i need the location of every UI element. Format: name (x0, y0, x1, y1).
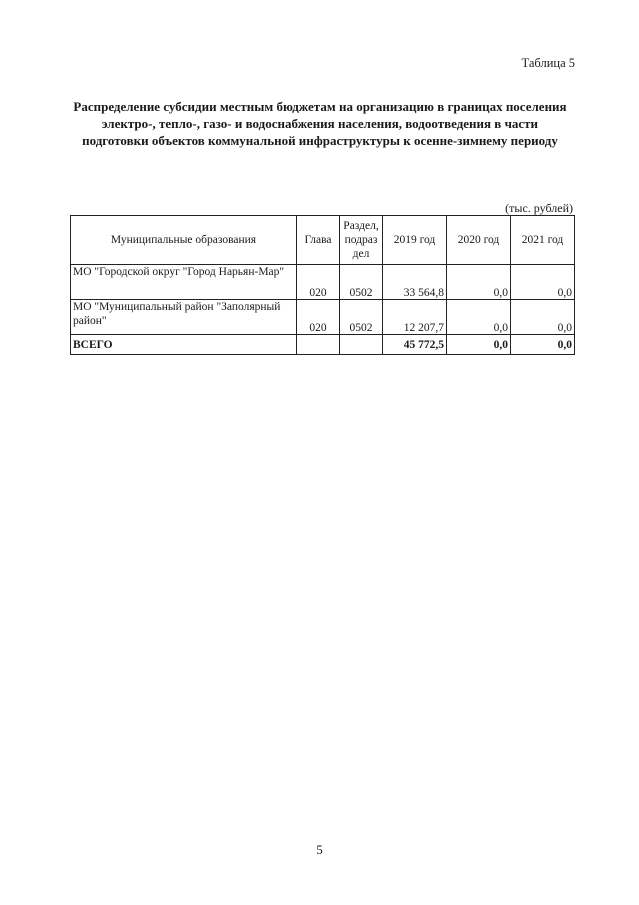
col-header-razdel: Раздел, подраз дел (340, 216, 383, 265)
cell-total-2020: 0,0 (447, 335, 511, 355)
cell-2021: 0,0 (511, 265, 575, 300)
col-header-2019: 2019 год (383, 216, 447, 265)
cell-2021: 0,0 (511, 300, 575, 335)
cell-municipality: МО "Городской округ "Город Нарьян-Мар" (71, 265, 297, 300)
col-header-glava: Глава (297, 216, 340, 265)
cell-municipality: МО "Муниципальный район "Заполярный район" (71, 300, 297, 335)
col-header-2020: 2020 год (447, 216, 511, 265)
cell-2019: 12 207,7 (383, 300, 447, 335)
page-number: 5 (316, 842, 323, 857)
table-row (71, 300, 575, 335)
document-title: Распределение субсидии местным бюджетам на организацию в границах поселения электро-, тепло-, газо- и водоснабжения населения, водоотведения в части подготовки объектов коммунальной инфраструктуры к осенне-зимнему периоду (73, 99, 567, 148)
cell-razdel: 0502 (340, 300, 383, 335)
cell-total-razdel (340, 335, 383, 355)
cell-total-glava (297, 335, 340, 355)
table-number-label: Таблица 5 (521, 56, 575, 70)
col-header-municipality: Муниципальные образования (71, 216, 297, 265)
cell-glava: 020 (297, 265, 340, 300)
subsidy-table (70, 215, 575, 355)
table-header-row (71, 216, 575, 265)
cell-2019: 33 564,8 (383, 265, 447, 300)
cell-2020: 0,0 (447, 300, 511, 335)
cell-glava: 020 (297, 300, 340, 335)
cell-razdel: 0502 (340, 265, 383, 300)
cell-total-label: ВСЕГО (71, 335, 297, 355)
cell-total-2021: 0,0 (511, 335, 575, 355)
table-total-row (71, 335, 575, 355)
units-label: (тыс. рублей) (505, 201, 573, 215)
table-row (71, 265, 575, 300)
cell-2020: 0,0 (447, 265, 511, 300)
cell-total-2019: 45 772,5 (383, 335, 447, 355)
col-header-2021: 2021 год (511, 216, 575, 265)
